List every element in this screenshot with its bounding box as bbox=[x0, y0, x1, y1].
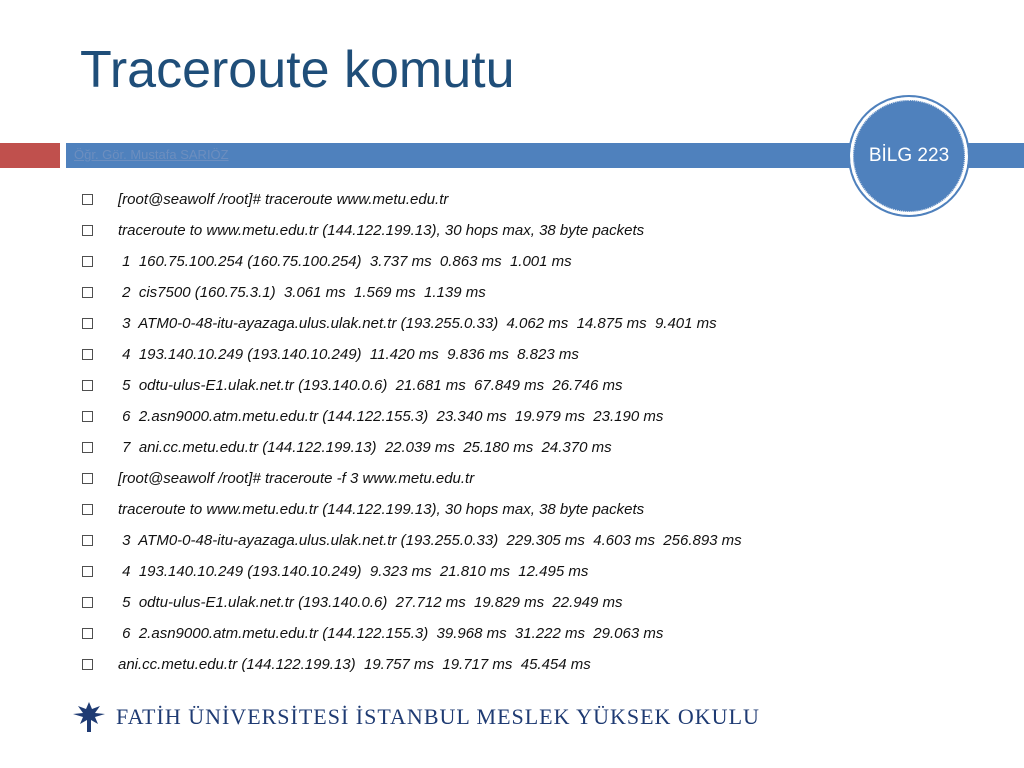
square-bullet-icon bbox=[82, 473, 93, 484]
list-item-text: 5 odtu-ulus-E1.ulak.net.tr (193.140.0.6) 27.712 ms 19.829 ms 22.949 ms bbox=[118, 594, 623, 611]
list-item bbox=[80, 618, 960, 649]
list-item bbox=[80, 246, 960, 277]
list-item bbox=[80, 587, 960, 618]
list-item-text: 6 2.asn9000.atm.metu.edu.tr (144.122.155.3) 23.340 ms 19.979 ms 23.190 ms bbox=[118, 408, 664, 425]
list-item bbox=[80, 525, 960, 556]
square-bullet-icon bbox=[82, 349, 93, 360]
square-bullet-icon bbox=[82, 194, 93, 205]
header-accent-bar bbox=[0, 143, 60, 168]
list-item-text: traceroute to www.metu.edu.tr (144.122.199.13), 30 hops max, 38 byte packets bbox=[118, 501, 645, 518]
square-bullet-icon bbox=[82, 442, 93, 453]
square-bullet-icon bbox=[82, 566, 93, 577]
list-item bbox=[80, 215, 960, 246]
list-item bbox=[80, 277, 960, 308]
list-item-text: [root@seawolf /root]# traceroute www.metu.edu.tr bbox=[118, 191, 449, 208]
list-item-text: 4 193.140.10.249 (193.140.10.249) 9.323 ms 21.810 ms 12.495 ms bbox=[118, 563, 589, 580]
list-item-text: 4 193.140.10.249 (193.140.10.249) 11.420 ms 9.836 ms 8.823 ms bbox=[118, 346, 579, 363]
list-item-text: 1 160.75.100.254 (160.75.100.254) 3.737 ms 0.863 ms 1.001 ms bbox=[118, 253, 572, 270]
list-item-text: [root@seawolf /root]# traceroute -f 3 www.metu.edu.tr bbox=[118, 470, 475, 487]
list-item bbox=[80, 556, 960, 587]
footer-institution-name: FATİH ÜNİVERSİTESİ İSTANBUL MESLEK YÜKSEK OKULU bbox=[116, 704, 760, 729]
square-bullet-icon bbox=[82, 628, 93, 639]
list-item bbox=[80, 649, 960, 680]
square-bullet-icon bbox=[82, 411, 93, 422]
square-bullet-icon bbox=[82, 597, 93, 608]
list-item bbox=[80, 370, 960, 401]
list-item bbox=[80, 339, 960, 370]
list-item bbox=[80, 308, 960, 339]
list-item bbox=[80, 401, 960, 432]
square-bullet-icon bbox=[82, 535, 93, 546]
list-item-text: 6 2.asn9000.atm.metu.edu.tr (144.122.155.3) 39.968 ms 31.222 ms 29.063 ms bbox=[118, 625, 664, 642]
list-item bbox=[80, 184, 960, 215]
list-item bbox=[80, 463, 960, 494]
square-bullet-icon bbox=[82, 659, 93, 670]
square-bullet-icon bbox=[82, 225, 93, 236]
list-item-text: ani.cc.metu.edu.tr (144.122.199.13) 19.757 ms 19.717 ms 45.454 ms bbox=[118, 656, 591, 673]
university-emblem-icon bbox=[70, 700, 108, 734]
square-bullet-icon bbox=[82, 380, 93, 391]
square-bullet-icon bbox=[82, 256, 93, 267]
list-item bbox=[80, 432, 960, 463]
footer bbox=[70, 700, 760, 734]
list-item-text: 3 ATM0-0-48-itu-ayazaga.ulus.ulak.net.tr (193.255.0.33) 229.305 ms 4.603 ms 256.893 ms bbox=[118, 532, 742, 549]
square-bullet-icon bbox=[82, 287, 93, 298]
content-list bbox=[80, 184, 960, 680]
list-item-text: 5 odtu-ulus-E1.ulak.net.tr (193.140.0.6) 21.681 ms 67.849 ms 26.746 ms bbox=[118, 377, 623, 394]
list-item bbox=[80, 494, 960, 525]
list-item-text: 2 cis7500 (160.75.3.1) 3.061 ms 1.569 ms 1.139 ms bbox=[118, 284, 486, 301]
course-badge-label: BİLG 223 bbox=[868, 145, 950, 166]
list-item-text: traceroute to www.metu.edu.tr (144.122.199.13), 30 hops max, 38 byte packets bbox=[118, 222, 645, 239]
list-item-text: 7 ani.cc.metu.edu.tr (144.122.199.13) 22.039 ms 25.180 ms 24.370 ms bbox=[118, 439, 612, 456]
slide-title: Traceroute komutu bbox=[80, 41, 515, 99]
square-bullet-icon bbox=[82, 318, 93, 329]
author-name: Öğr. Gör. Mustafa SARIÖZ bbox=[74, 147, 229, 162]
list-item-text: 3 ATM0-0-48-itu-ayazaga.ulus.ulak.net.tr (193.255.0.33) 4.062 ms 14.875 ms 9.401 ms bbox=[118, 315, 717, 332]
square-bullet-icon bbox=[82, 504, 93, 515]
